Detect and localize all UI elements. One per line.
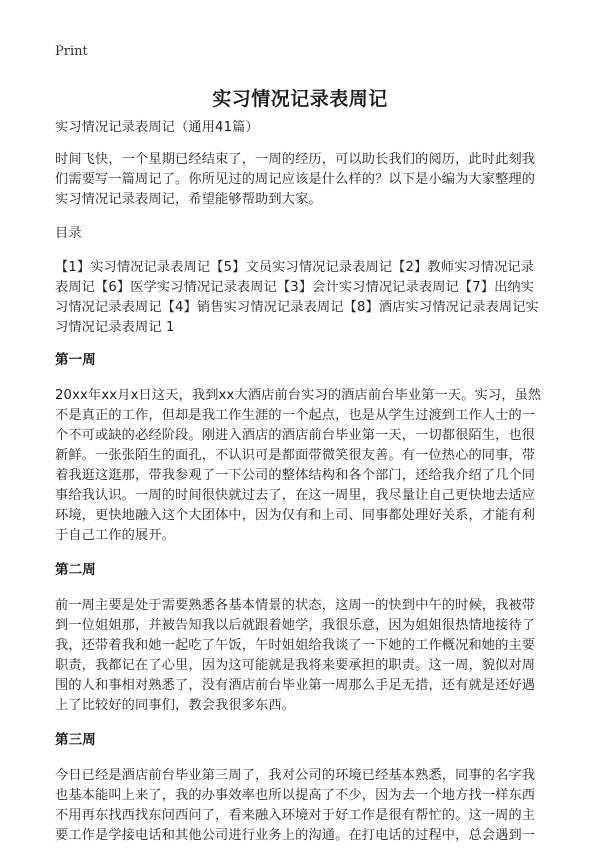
- page-title: 实习情况记录表周记: [212, 88, 388, 110]
- section-heading-week-2: 第二周: [55, 562, 96, 578]
- section-body-week-1: 20xx年xx月x日这天，我到xx大酒店前台实习的酒店前台毕业第一天。实习，虽然不是真正的工作，但却是我工作生涯的一个起点，也是从学生过渡到工作人士的一个不可或缺的必经阶段。刚进入酒店的酒店前台毕业第一天，一切都很陌生，也很新鲜。一张张陌生的面孔，不认识可是都面带微笑很友善。有一位热心的同事，带着我逛这逛那，带我参观了一下公司的整体结构和各个部门，还给我介绍了几个同事给我认识。一周的时间很快就过去了，在这一周里，我尽量让自己更快地去适应环境，更快地融入这个大团体中，因为仅有和上司、同事都处理好关系，才能有利于自己工作的展开。: [55, 388, 542, 543]
- section-heading-week-3: 第三周: [55, 732, 96, 748]
- print-label[interactable]: Print: [55, 44, 88, 59]
- intro-paragraph: 时间飞快，一个星期已经结束了，一周的经历，可以助长我们的阅历，此时此刻我们需要写一篇周记了。你所见过的周记应该是什么样的？以下是小编为大家整理的实习情况记录表周记，希望能够帮助到大家。: [55, 152, 536, 207]
- section-heading-week-1: 第一周: [55, 352, 96, 368]
- table-of-contents: 【1】实习情况记录表周记【5】文员实习情况记录表周记【2】教师实习情况记录表周记【6】医学实习情况记录表周记【3】会计实习情况记录表周记【7】出纳实习情况记录表周记【4】销售实习情况记录表周记【8】酒店实习情况记录表周记实习情况记录表周记 1: [55, 260, 539, 335]
- subtitle: 实习情况记录表周记（通用41篇）: [55, 120, 259, 135]
- document-body: [55, 118, 545, 860]
- section-body-week-3: 今日已经是酒店前台毕业第三周了，我对公司的环境已经基本熟悉，同事的名字我也基本能叫上来了，我的办事效率也所以提高了不少，因为去一个地方找一样东西不用再东找西找东问西问了，看来融入环境对于好工作是很有帮忙的。这一周的主要工作是学接电话和其他公司进行业务上的沟通。在打电话的过程中，总会遇到一: [55, 768, 536, 843]
- section-body-week-2: 前一周主要是处于需要熟悉各基本情景的状态，这周一的快到中午的时候，我被带到一位姐姐那，并被告知我以后就跟着她学，我很乐意，因为姐姐很热情地接待了我，还带着我和她一起吃了午饭，午时姐姐给我谈了一下她的工作概况和她的主要职责，我都记在了心里，因为这可能就是我将来要承担的职责。这一周，貌似对周围的人和事相对熟悉了，没有酒店前台毕业第一周那么手足无措，还有就是还好遇上了比较好的同事们，教会我很多东西。: [55, 598, 536, 713]
- toc-label: 目录: [55, 226, 82, 241]
